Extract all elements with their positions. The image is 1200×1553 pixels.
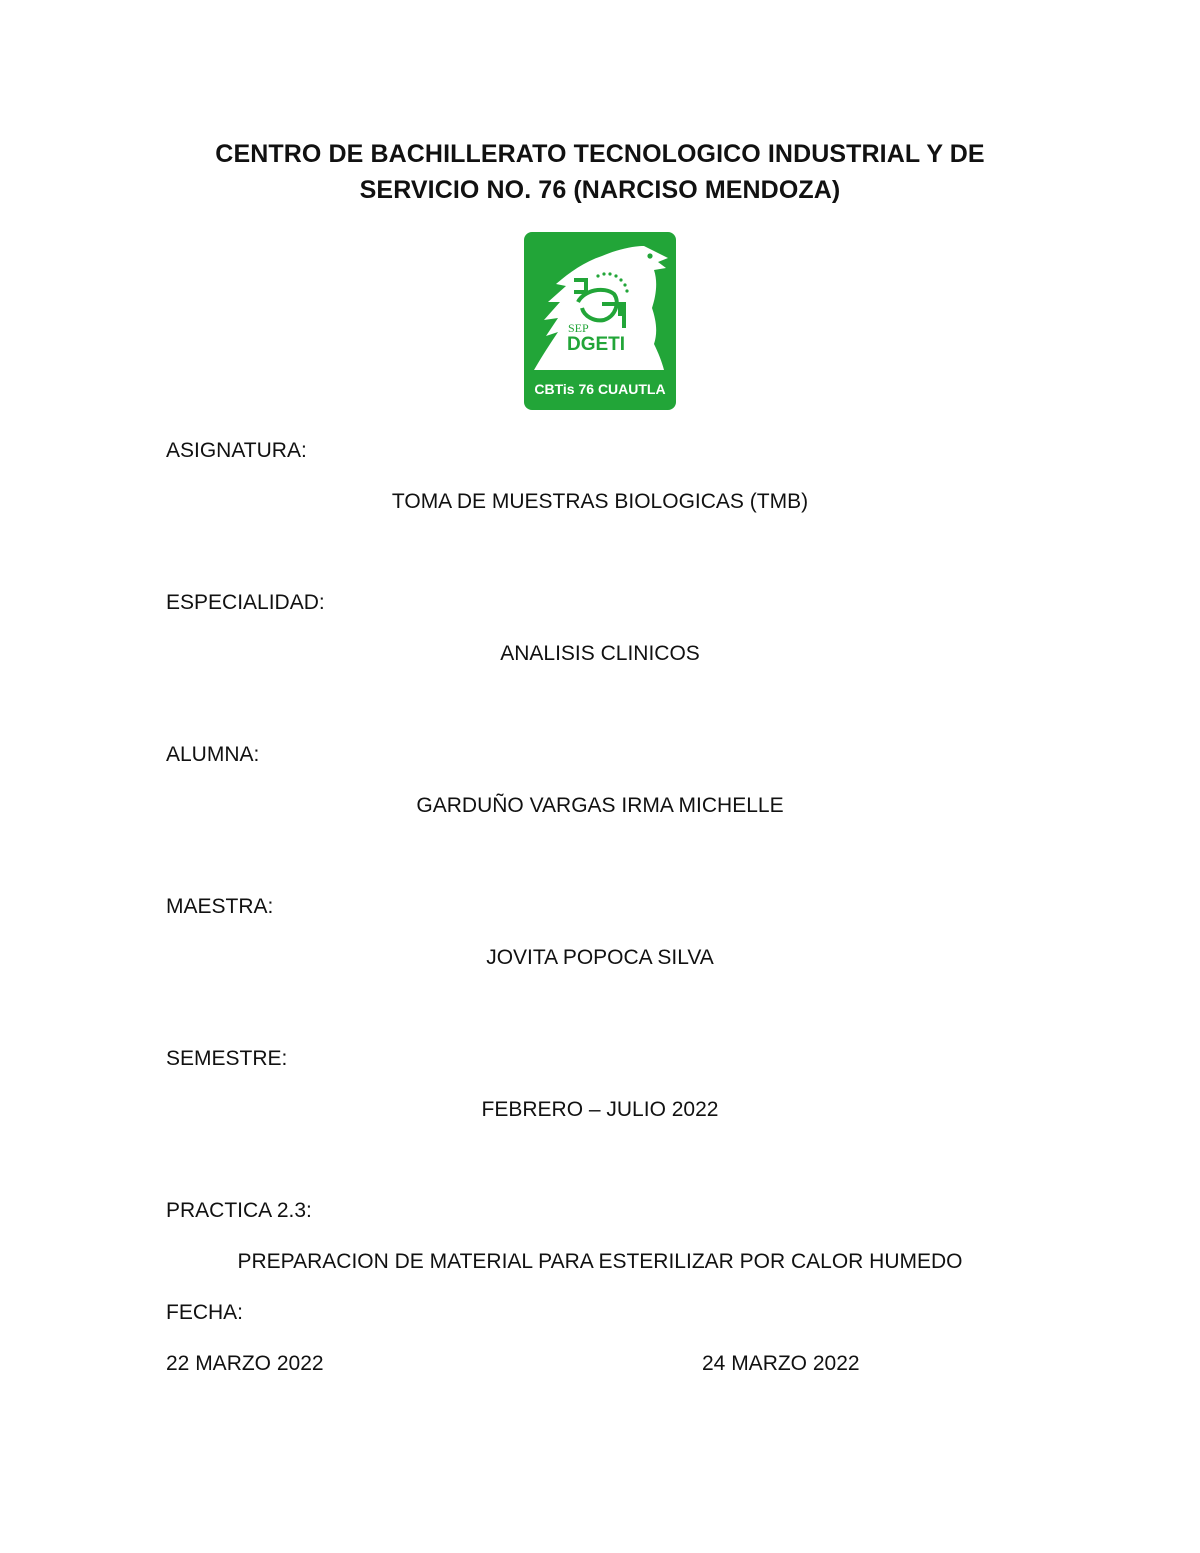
semestre-label: SEMESTRE: — [166, 1047, 288, 1070]
institution-title-line-1: CENTRO DE BACHILLERATO TECNOLOGICO INDUSTRIAL Y DE — [215, 140, 985, 168]
fecha-end-value: 24 MARZO 2022 — [702, 1352, 860, 1375]
asignatura-label: ASIGNATURA: — [166, 439, 307, 462]
maestra-label: MAESTRA: — [166, 895, 274, 918]
logo-dgeti-text: DGETI — [567, 334, 626, 355]
semestre-value: FEBRERO – JULIO 2022 — [481, 1098, 719, 1121]
asignatura-value: TOMA DE MUESTRAS BIOLOGICAS (TMB) — [391, 490, 809, 513]
fecha-start-value: 22 MARZO 2022 — [166, 1352, 324, 1375]
especialidad-label: ESPECIALIDAD: — [166, 591, 325, 614]
logo-sep-text: SEP — [568, 321, 589, 335]
practica-label: PRACTICA 2.3: — [166, 1199, 312, 1222]
practica-value: PREPARACION DE MATERIAL PARA ESTERILIZAR POR CALOR HUMEDO — [237, 1250, 963, 1273]
fecha-label: FECHA: — [166, 1301, 244, 1324]
maestra-value: JOVITA POPOCA SILVA — [486, 946, 714, 969]
alumna-value: GARDUÑO VARGAS IRMA MICHELLE — [416, 794, 784, 817]
alumna-label: ALUMNA: — [166, 743, 260, 766]
institution-title-line-2: SERVICIO NO. 76 (NARCISO MENDOZA) — [359, 176, 841, 204]
logo-campus-text: CBTis 76 CUAUTLA — [534, 381, 666, 397]
especialidad-value: ANALISIS CLINICOS — [500, 642, 700, 665]
dgeti-eagle-logo — [524, 232, 676, 410]
